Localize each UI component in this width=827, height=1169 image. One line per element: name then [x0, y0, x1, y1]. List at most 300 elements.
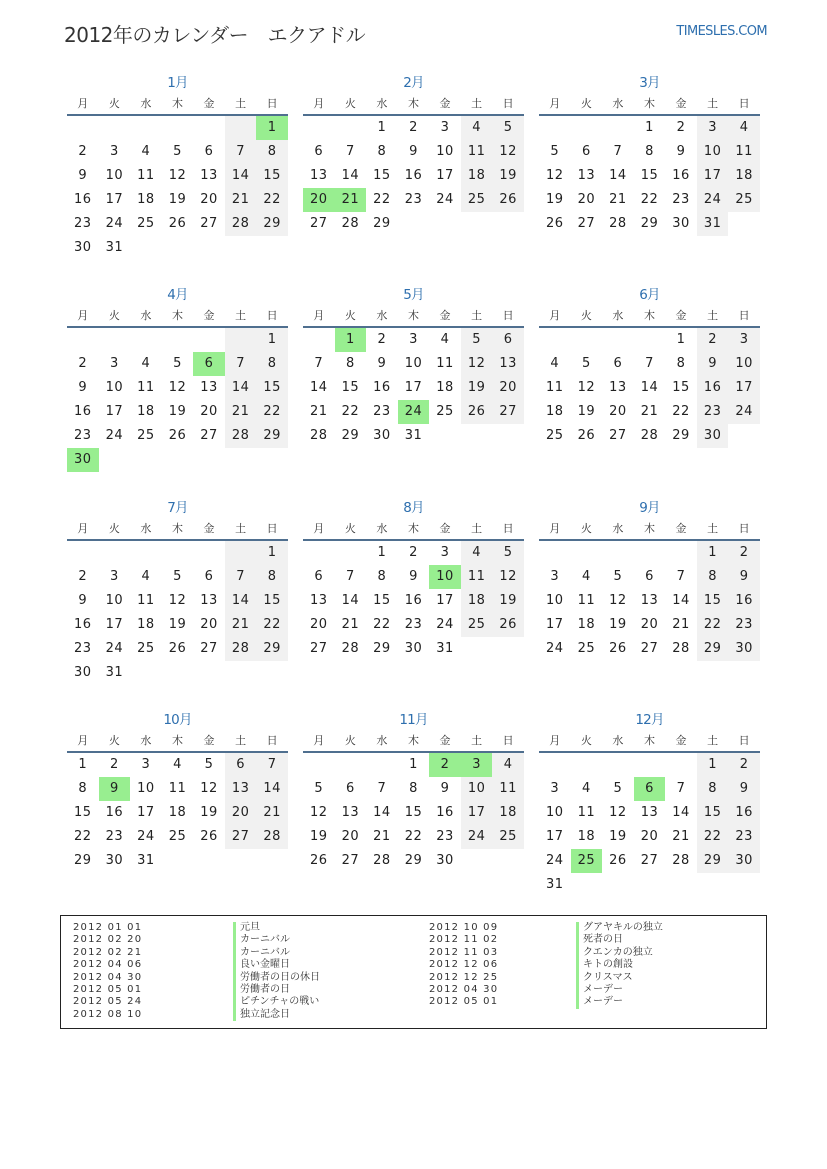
day-cell[interactable]: 12 — [168, 380, 187, 395]
day-cell[interactable]: 1 — [335, 328, 367, 352]
day-cell[interactable]: 12 — [546, 168, 564, 183]
day-cell[interactable]: 2 — [429, 753, 461, 777]
day-cell[interactable]: 28 — [341, 216, 360, 231]
day-cell[interactable]: 24 — [105, 216, 124, 231]
day-cell[interactable]: 23 — [697, 400, 729, 424]
day-cell[interactable]: 3 — [141, 757, 151, 772]
day-cell[interactable]: 21 — [256, 801, 288, 825]
day-cell[interactable]: 2 — [78, 356, 88, 371]
day-cell[interactable]: 4 — [581, 569, 591, 584]
day-cell[interactable]: 2 — [728, 753, 760, 777]
day-cell[interactable]: 28 — [373, 853, 391, 868]
day-cell[interactable]: 12 — [492, 140, 524, 164]
day-cell[interactable]: 8 — [676, 356, 686, 371]
day-cell[interactable]: 28 — [341, 641, 360, 656]
day-cell[interactable]: 13 — [640, 593, 659, 608]
day-cell[interactable]: 8 — [409, 781, 418, 796]
day-cell[interactable]: 8 — [256, 565, 288, 589]
day-cell[interactable]: 18 — [492, 801, 524, 825]
day-cell[interactable]: 20 — [640, 617, 659, 632]
day-cell[interactable]: 28 — [225, 424, 257, 448]
day-cell[interactable]: 27 — [200, 641, 218, 656]
day-cell[interactable]: 23 — [728, 613, 760, 637]
day-cell[interactable]: 2 — [409, 545, 418, 560]
day-cell[interactable]: 26 — [609, 641, 627, 656]
day-cell[interactable]: 16 — [74, 617, 92, 632]
day-cell[interactable]: 14 — [256, 777, 288, 801]
day-cell[interactable]: 3 — [440, 120, 450, 135]
day-cell[interactable]: 7 — [256, 753, 288, 777]
day-cell[interactable]: 14 — [373, 805, 391, 820]
day-cell[interactable]: 27 — [200, 216, 218, 231]
day-cell[interactable]: 25 — [436, 404, 454, 419]
day-cell[interactable]: 23 — [404, 617, 423, 632]
day-cell[interactable]: 14 — [341, 593, 360, 608]
day-cell[interactable]: 24 — [728, 400, 760, 424]
day-cell[interactable]: 20 — [577, 192, 596, 207]
day-cell[interactable]: 11 — [137, 168, 155, 183]
day-cell[interactable]: 22 — [672, 404, 690, 419]
day-cell[interactable]: 24 — [546, 641, 564, 656]
day-cell[interactable]: 22 — [256, 400, 288, 424]
day-cell[interactable]: 10 — [546, 593, 564, 608]
day-cell[interactable]: 13 — [200, 593, 218, 608]
day-cell[interactable]: 15 — [697, 589, 729, 613]
day-cell[interactable]: 4 — [581, 781, 591, 796]
day-cell[interactable]: 30 — [74, 665, 92, 680]
day-cell[interactable]: 31 — [137, 853, 155, 868]
day-cell[interactable]: 10 — [404, 356, 423, 371]
day-cell[interactable]: 7 — [676, 569, 686, 584]
site-name[interactable]: TIMESLES.COM — [676, 24, 767, 39]
day-cell[interactable]: 4 — [141, 356, 151, 371]
day-cell[interactable]: 6 — [345, 781, 355, 796]
day-cell[interactable]: 27 — [577, 216, 596, 231]
day-cell[interactable]: 9 — [440, 781, 450, 796]
day-cell[interactable]: 12 — [310, 805, 328, 820]
day-cell[interactable]: 11 — [546, 380, 564, 395]
day-cell[interactable]: 25 — [571, 849, 603, 873]
day-cell[interactable]: 29 — [256, 637, 288, 661]
day-cell[interactable]: 22 — [404, 829, 423, 844]
day-cell[interactable]: 16 — [672, 168, 690, 183]
day-cell[interactable]: 10 — [697, 140, 729, 164]
day-cell[interactable]: 4 — [173, 757, 182, 772]
day-cell[interactable]: 7 — [225, 565, 257, 589]
day-cell[interactable]: 1 — [256, 116, 288, 140]
day-cell[interactable]: 11 — [461, 565, 493, 589]
day-cell[interactable]: 8 — [697, 777, 729, 801]
day-cell[interactable]: 6 — [204, 569, 214, 584]
day-cell[interactable]: 20 — [200, 617, 218, 632]
day-cell[interactable]: 11 — [492, 777, 524, 801]
day-cell[interactable]: 19 — [168, 617, 187, 632]
day-cell[interactable]: 7 — [225, 140, 257, 164]
day-cell[interactable]: 9 — [728, 565, 760, 589]
day-cell[interactable]: 26 — [168, 216, 187, 231]
day-cell[interactable]: 9 — [697, 352, 729, 376]
day-cell[interactable]: 15 — [341, 380, 360, 395]
day-cell[interactable]: 22 — [74, 829, 92, 844]
day-cell[interactable]: 17 — [137, 805, 155, 820]
day-cell[interactable]: 29 — [256, 212, 288, 236]
day-cell[interactable]: 6 — [314, 144, 324, 159]
day-cell[interactable]: 26 — [200, 829, 218, 844]
day-cell[interactable]: 18 — [137, 192, 155, 207]
day-cell[interactable]: 16 — [697, 376, 729, 400]
day-cell[interactable]: 13 — [609, 380, 627, 395]
day-cell[interactable]: 23 — [74, 216, 92, 231]
day-cell[interactable]: 23 — [105, 829, 124, 844]
day-cell[interactable]: 17 — [546, 829, 564, 844]
day-cell[interactable]: 9 — [99, 777, 131, 801]
day-cell[interactable]: 20 — [303, 188, 335, 212]
day-cell[interactable]: 7 — [345, 569, 355, 584]
day-cell[interactable]: 9 — [78, 593, 88, 608]
day-cell[interactable]: 29 — [341, 428, 360, 443]
day-cell[interactable]: 1 — [256, 541, 288, 565]
day-cell[interactable]: 25 — [461, 613, 493, 637]
day-cell[interactable]: 13 — [577, 168, 596, 183]
day-cell[interactable]: 19 — [609, 617, 627, 632]
day-cell[interactable]: 13 — [310, 168, 328, 183]
day-cell[interactable]: 23 — [436, 829, 454, 844]
day-cell[interactable]: 26 — [609, 853, 627, 868]
day-cell[interactable]: 27 — [310, 641, 328, 656]
day-cell[interactable]: 28 — [256, 825, 288, 849]
day-cell[interactable]: 9 — [728, 777, 760, 801]
day-cell[interactable]: 18 — [461, 589, 493, 613]
day-cell[interactable]: 30 — [728, 849, 760, 873]
day-cell[interactable]: 7 — [225, 352, 257, 376]
day-cell[interactable]: 26 — [168, 428, 187, 443]
day-cell[interactable]: 21 — [373, 829, 391, 844]
day-cell[interactable]: 31 — [436, 641, 454, 656]
day-cell[interactable]: 24 — [398, 400, 430, 424]
day-cell[interactable]: 28 — [609, 216, 627, 231]
day-cell[interactable]: 26 — [461, 400, 493, 424]
day-cell[interactable]: 15 — [697, 801, 729, 825]
day-cell[interactable]: 19 — [492, 164, 524, 188]
day-cell[interactable]: 10 — [429, 565, 461, 589]
day-cell[interactable]: 25 — [577, 641, 596, 656]
day-cell[interactable]: 13 — [492, 352, 524, 376]
day-cell[interactable]: 11 — [461, 140, 493, 164]
day-cell[interactable]: 14 — [225, 376, 257, 400]
day-cell[interactable]: 16 — [728, 801, 760, 825]
day-cell[interactable]: 16 — [436, 805, 454, 820]
day-cell[interactable]: 1 — [676, 332, 686, 347]
day-cell[interactable]: 11 — [577, 593, 596, 608]
day-cell[interactable]: 14 — [341, 168, 360, 183]
day-cell[interactable]: 20 — [492, 376, 524, 400]
day-cell[interactable]: 21 — [225, 613, 257, 637]
day-cell[interactable]: 21 — [672, 617, 690, 632]
day-cell[interactable]: 6 — [314, 569, 324, 584]
day-cell[interactable]: 5 — [173, 569, 182, 584]
day-cell[interactable]: 24 — [461, 825, 493, 849]
day-cell[interactable]: 8 — [697, 565, 729, 589]
day-cell[interactable]: 30 — [728, 637, 760, 661]
day-cell[interactable]: 17 — [697, 164, 729, 188]
day-cell[interactable]: 24 — [137, 829, 155, 844]
day-cell[interactable]: 12 — [577, 380, 596, 395]
day-cell[interactable]: 14 — [225, 589, 257, 613]
day-cell[interactable]: 18 — [137, 404, 155, 419]
day-cell[interactable]: 21 — [341, 617, 360, 632]
day-cell[interactable]: 6 — [613, 356, 623, 371]
day-cell[interactable]: 9 — [78, 168, 88, 183]
day-cell[interactable]: 26 — [577, 428, 596, 443]
day-cell[interactable]: 21 — [609, 192, 627, 207]
day-cell[interactable]: 22 — [697, 825, 729, 849]
day-cell[interactable]: 5 — [613, 569, 623, 584]
day-cell[interactable]: 20 — [200, 192, 218, 207]
day-cell[interactable]: 10 — [105, 168, 124, 183]
day-cell[interactable]: 26 — [492, 613, 524, 637]
day-cell[interactable]: 6 — [193, 352, 225, 376]
day-cell[interactable]: 7 — [377, 781, 387, 796]
day-cell[interactable]: 1 — [697, 541, 729, 565]
day-cell[interactable]: 2 — [109, 757, 119, 772]
day-cell[interactable]: 17 — [105, 617, 124, 632]
day-cell[interactable]: 9 — [78, 380, 88, 395]
day-cell[interactable]: 21 — [335, 188, 367, 212]
day-cell[interactable]: 16 — [373, 380, 391, 395]
day-cell[interactable]: 8 — [256, 140, 288, 164]
day-cell[interactable]: 9 — [676, 144, 686, 159]
day-cell[interactable]: 2 — [676, 120, 686, 135]
day-cell[interactable]: 24 — [546, 853, 564, 868]
day-cell[interactable]: 12 — [609, 805, 627, 820]
day-cell[interactable]: 30 — [672, 216, 690, 231]
day-cell[interactable]: 28 — [225, 212, 257, 236]
day-cell[interactable]: 22 — [256, 188, 288, 212]
day-cell[interactable]: 10 — [728, 352, 760, 376]
day-cell[interactable]: 26 — [168, 641, 187, 656]
day-cell[interactable]: 19 — [310, 829, 328, 844]
day-cell[interactable]: 12 — [609, 593, 627, 608]
day-cell[interactable]: 4 — [440, 332, 450, 347]
day-cell[interactable]: 27 — [341, 853, 360, 868]
day-cell[interactable]: 28 — [640, 428, 659, 443]
day-cell[interactable]: 17 — [728, 376, 760, 400]
day-cell[interactable]: 21 — [225, 188, 257, 212]
day-cell[interactable]: 13 — [640, 805, 659, 820]
day-cell[interactable]: 28 — [310, 428, 328, 443]
day-cell[interactable]: 3 — [728, 328, 760, 352]
day-cell[interactable]: 1 — [645, 120, 654, 135]
day-cell[interactable]: 18 — [168, 805, 187, 820]
day-cell[interactable]: 19 — [168, 404, 187, 419]
day-cell[interactable]: 4 — [141, 144, 151, 159]
day-cell[interactable]: 3 — [409, 332, 418, 347]
day-cell[interactable]: 15 — [256, 376, 288, 400]
day-cell[interactable]: 10 — [105, 380, 124, 395]
day-cell[interactable]: 21 — [310, 404, 328, 419]
day-cell[interactable]: 27 — [640, 853, 659, 868]
day-cell[interactable]: 15 — [373, 168, 391, 183]
day-cell[interactable]: 25 — [728, 188, 760, 212]
day-cell[interactable]: 13 — [200, 380, 218, 395]
day-cell[interactable]: 30 — [105, 853, 124, 868]
day-cell[interactable]: 30 — [697, 424, 729, 448]
day-cell[interactable]: 3 — [697, 116, 729, 140]
day-cell[interactable]: 5 — [204, 757, 214, 772]
day-cell[interactable]: 6 — [204, 144, 214, 159]
day-cell[interactable]: 4 — [461, 541, 493, 565]
day-cell[interactable]: 25 — [168, 829, 187, 844]
day-cell[interactable]: 24 — [697, 188, 729, 212]
day-cell[interactable]: 25 — [137, 641, 155, 656]
day-cell[interactable]: 2 — [78, 569, 88, 584]
day-cell[interactable]: 29 — [373, 216, 391, 231]
day-cell[interactable]: 7 — [613, 144, 623, 159]
day-cell[interactable]: 2 — [377, 332, 387, 347]
day-cell[interactable]: 14 — [672, 805, 690, 820]
day-cell[interactable]: 8 — [377, 569, 387, 584]
day-cell[interactable]: 15 — [256, 164, 288, 188]
day-cell[interactable]: 18 — [436, 380, 454, 395]
day-cell[interactable]: 23 — [74, 641, 92, 656]
day-cell[interactable]: 27 — [310, 216, 328, 231]
day-cell[interactable]: 25 — [137, 216, 155, 231]
day-cell[interactable]: 31 — [404, 428, 423, 443]
day-cell[interactable]: 5 — [581, 356, 591, 371]
day-cell[interactable]: 23 — [74, 428, 92, 443]
day-cell[interactable]: 25 — [461, 188, 493, 212]
day-cell[interactable]: 5 — [492, 116, 524, 140]
day-cell[interactable]: 31 — [105, 665, 124, 680]
day-cell[interactable]: 6 — [645, 569, 654, 584]
day-cell[interactable]: 29 — [373, 641, 391, 656]
day-cell[interactable]: 24 — [436, 192, 454, 207]
day-cell[interactable]: 8 — [78, 781, 88, 796]
day-cell[interactable]: 23 — [728, 825, 760, 849]
day-cell[interactable]: 15 — [256, 589, 288, 613]
day-cell[interactable]: 29 — [404, 853, 423, 868]
day-cell[interactable]: 11 — [577, 805, 596, 820]
day-cell[interactable]: 10 — [105, 593, 124, 608]
day-cell[interactable]: 16 — [105, 805, 124, 820]
day-cell[interactable]: 18 — [728, 164, 760, 188]
day-cell[interactable]: 12 — [200, 781, 218, 796]
day-cell[interactable]: 1 — [409, 757, 418, 772]
day-cell[interactable]: 10 — [137, 781, 155, 796]
day-cell[interactable]: 27 — [200, 428, 218, 443]
day-cell[interactable]: 14 — [225, 164, 257, 188]
day-cell[interactable]: 28 — [672, 641, 690, 656]
day-cell[interactable]: 6 — [581, 144, 591, 159]
day-cell[interactable]: 16 — [74, 192, 92, 207]
day-cell[interactable]: 3 — [550, 781, 560, 796]
day-cell[interactable]: 5 — [492, 541, 524, 565]
day-cell[interactable]: 11 — [436, 356, 454, 371]
day-cell[interactable]: 18 — [577, 829, 596, 844]
day-cell[interactable]: 17 — [436, 593, 454, 608]
day-cell[interactable]: 14 — [640, 380, 659, 395]
day-cell[interactable]: 17 — [436, 168, 454, 183]
day-cell[interactable]: 22 — [373, 192, 391, 207]
day-cell[interactable]: 15 — [404, 805, 423, 820]
day-cell[interactable]: 11 — [168, 781, 187, 796]
day-cell[interactable]: 24 — [436, 617, 454, 632]
day-cell[interactable]: 27 — [492, 400, 524, 424]
day-cell[interactable]: 4 — [728, 116, 760, 140]
day-cell[interactable]: 30 — [373, 428, 391, 443]
day-cell[interactable]: 16 — [74, 404, 92, 419]
day-cell[interactable]: 29 — [74, 853, 92, 868]
day-cell[interactable]: 31 — [697, 212, 729, 236]
day-cell[interactable]: 21 — [672, 829, 690, 844]
day-cell[interactable]: 17 — [546, 617, 564, 632]
day-cell[interactable]: 9 — [409, 144, 418, 159]
day-cell[interactable]: 10 — [461, 777, 493, 801]
day-cell[interactable]: 29 — [697, 849, 729, 873]
day-cell[interactable]: 19 — [461, 376, 493, 400]
day-cell[interactable]: 1 — [697, 753, 729, 777]
day-cell[interactable]: 22 — [640, 192, 659, 207]
day-cell[interactable]: 17 — [105, 192, 124, 207]
day-cell[interactable]: 26 — [492, 188, 524, 212]
day-cell[interactable]: 15 — [74, 805, 92, 820]
day-cell[interactable]: 14 — [310, 380, 328, 395]
day-cell[interactable]: 22 — [256, 613, 288, 637]
day-cell[interactable]: 29 — [256, 424, 288, 448]
day-cell[interactable]: 11 — [728, 140, 760, 164]
day-cell[interactable]: 18 — [461, 164, 493, 188]
day-cell[interactable]: 10 — [546, 805, 564, 820]
day-cell[interactable]: 3 — [440, 545, 450, 560]
day-cell[interactable]: 18 — [546, 404, 564, 419]
day-cell[interactable]: 2 — [697, 328, 729, 352]
day-cell[interactable]: 13 — [200, 168, 218, 183]
day-cell[interactable]: 9 — [409, 569, 418, 584]
day-cell[interactable]: 9 — [377, 356, 387, 371]
day-cell[interactable]: 16 — [404, 593, 423, 608]
day-cell[interactable]: 4 — [492, 753, 524, 777]
day-cell[interactable]: 5 — [461, 328, 493, 352]
day-cell[interactable]: 5 — [173, 356, 182, 371]
day-cell[interactable]: 14 — [609, 168, 627, 183]
day-cell[interactable]: 19 — [609, 829, 627, 844]
day-cell[interactable]: 25 — [546, 428, 564, 443]
day-cell[interactable]: 25 — [137, 428, 155, 443]
day-cell[interactable]: 26 — [310, 853, 328, 868]
day-cell[interactable]: 19 — [577, 404, 596, 419]
day-cell[interactable]: 27 — [609, 428, 627, 443]
day-cell[interactable]: 22 — [697, 613, 729, 637]
day-cell[interactable]: 5 — [173, 144, 182, 159]
day-cell[interactable]: 7 — [676, 781, 686, 796]
day-cell[interactable]: 6 — [634, 777, 666, 801]
day-cell[interactable]: 1 — [78, 757, 88, 772]
day-cell[interactable]: 30 — [436, 853, 454, 868]
day-cell[interactable]: 23 — [373, 404, 391, 419]
day-cell[interactable]: 3 — [109, 569, 119, 584]
day-cell[interactable]: 18 — [137, 617, 155, 632]
day-cell[interactable]: 16 — [728, 589, 760, 613]
day-cell[interactable]: 5 — [613, 781, 623, 796]
day-cell[interactable]: 2 — [78, 144, 88, 159]
day-cell[interactable]: 24 — [105, 428, 124, 443]
day-cell[interactable]: 8 — [645, 144, 654, 159]
day-cell[interactable]: 3 — [550, 569, 560, 584]
day-cell[interactable]: 1 — [377, 120, 387, 135]
day-cell[interactable]: 8 — [345, 356, 355, 371]
day-cell[interactable]: 19 — [200, 805, 218, 820]
day-cell[interactable]: 7 — [345, 144, 355, 159]
